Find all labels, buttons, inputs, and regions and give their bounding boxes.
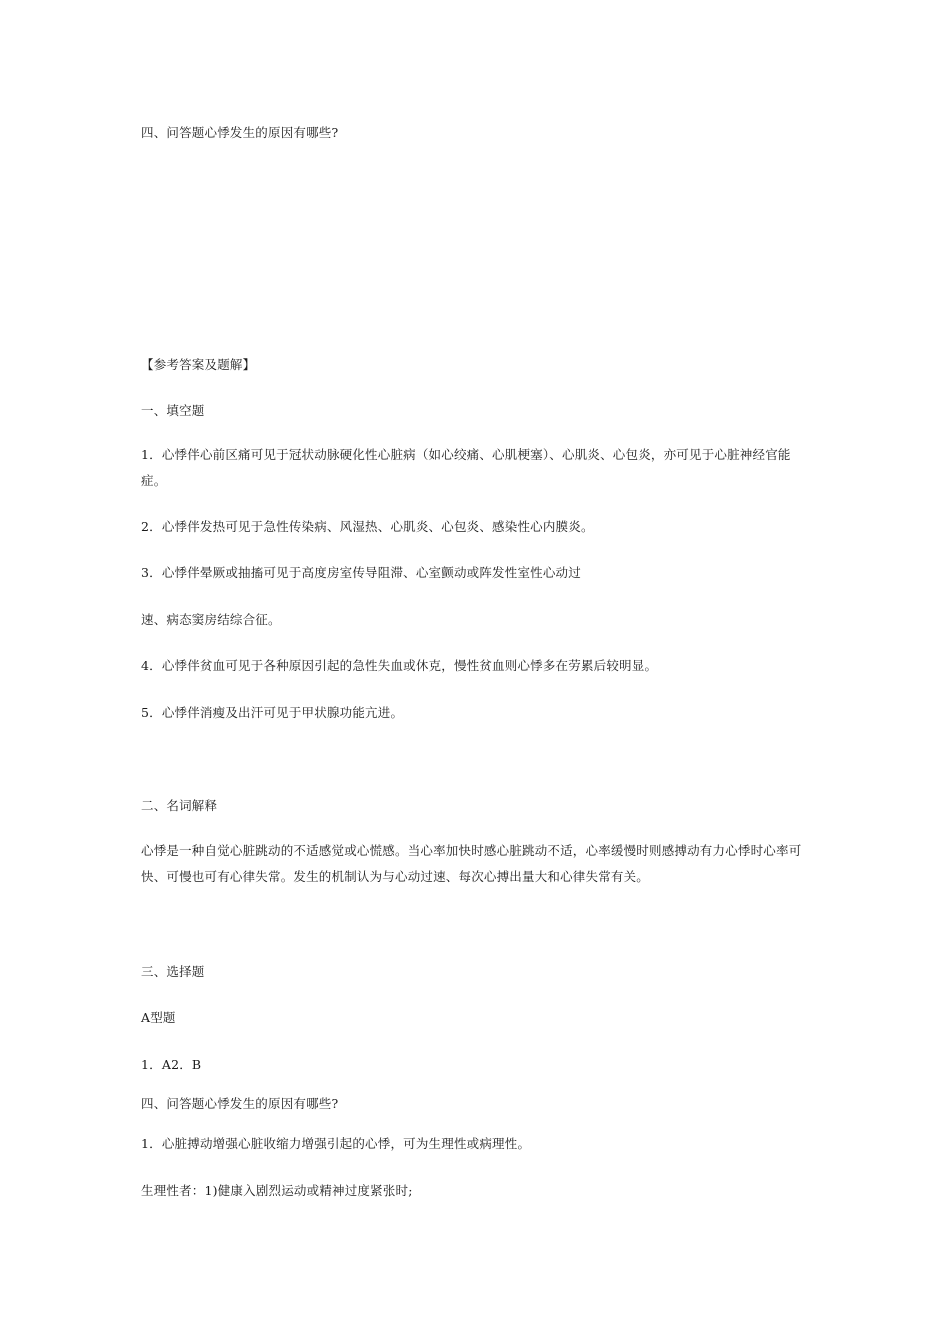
short-answer-physiological: 生理性者：1)健康入剧烈运动或精神过度紧张时; — [141, 1183, 413, 1198]
fill-blank-item-3-continued: 速、病态窦房结综合征。 — [141, 612, 281, 627]
fill-blank-item-3: 3．心悸伴晕厥或抽搐可见于高度房室传导阻滞、心室颤动或阵发性室性心动过 — [141, 565, 581, 580]
section-heading-short-answer: 四、问答题心悸发生的原因有哪些? — [141, 1096, 339, 1111]
fill-blank-item-5: 5．心悸伴消瘦及出汗可见于甲状腺功能亢进。 — [141, 705, 404, 720]
definition-paragraph: 心悸是一种自觉心脏跳动的不适感觉或心慌感。当心率加快时感心脏跳动不适，心率缓慢时则感搏动有力心悸时心率可快、可慢也可有心律失常。发生的机制认为与心动过速、每次心搏出量大和心律失常有关。 — [141, 843, 802, 884]
section-heading-fill-blank: 一、填空题 — [141, 403, 205, 418]
fill-blank-item-2: 2．心悸伴发热可见于急性传染病、风湿热、心肌炎、心包炎、感染性心内膜炎。 — [141, 519, 594, 534]
short-answer-item-1: 1．心脏搏动增强心脏收缩力增强引起的心悸，可为生理性或病理性。 — [141, 1136, 531, 1151]
section-heading-multiple-choice: 三、选择题 — [141, 964, 205, 979]
question-header: 四、问答题心悸发生的原因有哪些? — [141, 125, 339, 140]
fill-blank-item-1: 1．心悸伴心前区痛可见于冠状动脉硬化性心脏病（如心绞痛、心肌梗塞）、心肌炎、心包炎，亦可见于心脏神经官能症。 — [141, 447, 791, 488]
answers-title: 【参考答案及题解】 — [141, 357, 256, 372]
multiple-choice-type-a: A型题 — [141, 1010, 176, 1025]
multiple-choice-answers: 1．A2．B — [141, 1057, 202, 1072]
section-heading-definition: 二、名词解释 — [141, 798, 218, 813]
fill-blank-item-4: 4．心悸伴贫血可见于各种原因引起的急性失血或休克，慢性贫血则心悸多在劳累后较明显。 — [141, 658, 658, 673]
